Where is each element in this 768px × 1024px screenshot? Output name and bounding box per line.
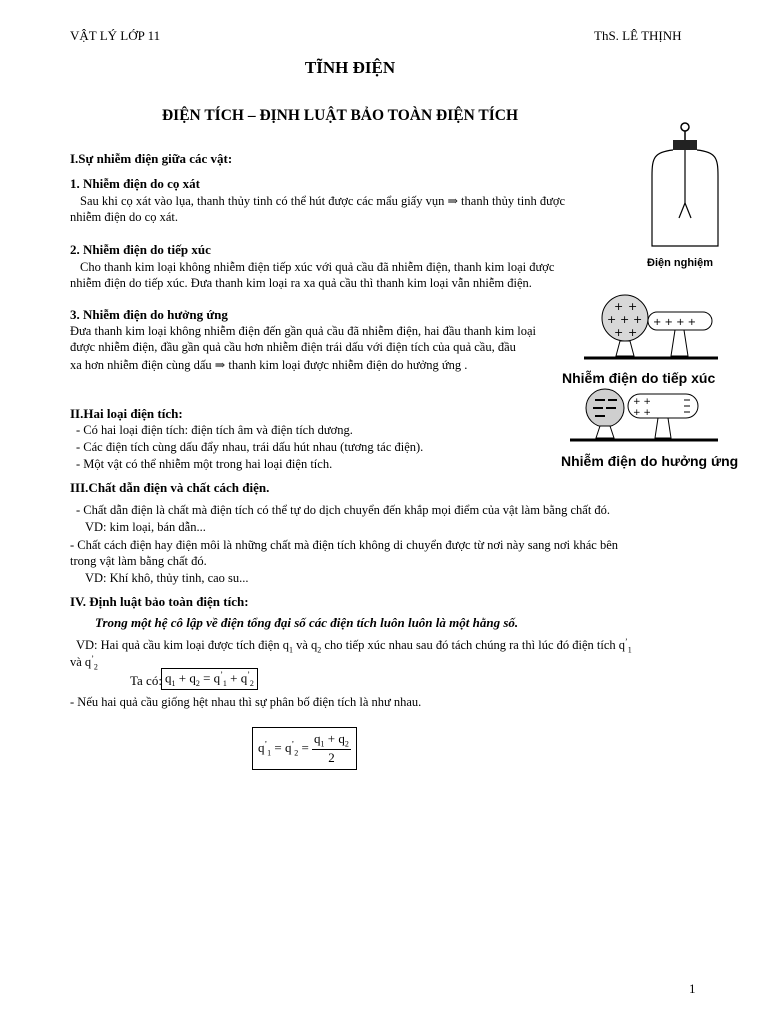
contact-label: Nhiễm điện do tiếp xúc: [562, 370, 716, 386]
induction-label: Nhiễm điện do hưởng ứng: [561, 453, 739, 469]
header-left: VẬT LÝ LỚP 11: [70, 28, 161, 43]
svg-text:+: +: [628, 326, 638, 339]
list-item: - Có hai loại điện tích: điện tích âm và điện tích dương.: [76, 423, 353, 437]
note-text: - Nếu hai quả cầu giống hệt nhau thì sự phân bố điện tích là như nhau.: [70, 695, 422, 709]
contact-figure: [580, 290, 720, 365]
header-right: ThS. LÊ THỊNH: [594, 28, 682, 43]
paragraph: VD: kim loại, bán dẫn...: [85, 520, 206, 534]
svg-text:+: +: [614, 326, 624, 339]
list-item: - Các điện tích cùng dấu đẩy nhau, trái dấu hút nhau (tương tác điện).: [76, 440, 424, 454]
page-number: 1: [689, 981, 696, 996]
svg-text:+ + + +: + + + +: [653, 317, 697, 328]
conservation-law: Trong một hệ cô lập về điện tổng đại số các điện tích luôn luôn là một hằng số.: [95, 615, 519, 630]
section-1-heading: I.Sự nhiễm điện giữa các vật:: [70, 151, 233, 166]
paragraph: nhiễm điện do tiếp xúc. Đưa thanh kim loại ra xa quả cầu thì thanh kim loại vẫn nhiễm điện.: [70, 276, 532, 290]
formula-sum-box: $q_1 + q_2 = q^’_1 + q^’_2$: [161, 668, 258, 690]
section-3-heading: III.Chất dẫn điện và chất cách điện.: [70, 480, 270, 495]
svg-text:+: +: [628, 300, 638, 313]
svg-text:+ +: + +: [633, 397, 651, 407]
electroscope-figure: [640, 118, 730, 253]
page-subtitle: ĐIỆN TÍCH – ĐỊNH LUẬT BẢO TOÀN ĐIỆN TÍCH: [161, 107, 518, 124]
example-text: VD: Hai quả cầu kim loại được tích điện $q_1$ và $q_2$ cho tiếp xúc nhau sau đó tách chúng ra thì lúc đó điện tích $q^’_1$: [76, 637, 632, 655]
formula-equal-box: $q^’_1 = q^’_2$ = $\frac{q_1 + q_2}{2}$: [252, 727, 357, 770]
paragraph: Sau khi cọ xát vào lụa, thanh thủy tinh có thể hút được các mẩu giấy vụn ⇒ thanh thủy tinh được: [80, 194, 566, 208]
paragraph: - Chất dẫn điện là chất mà điện tích có thể tự do dịch chuyển đến khắp mọi điểm của vật làm bằng chất đó.: [76, 503, 611, 517]
paragraph: VD: Khí khô, thủy tinh, cao su...: [85, 571, 249, 585]
section-4-heading: IV. Định luật bảo toàn điện tích:: [70, 594, 249, 609]
paragraph: xa hơn nhiễm điện cùng dấu ⇒ thanh kim loại được nhiễm điện do hưởng ứng .: [70, 358, 468, 372]
subsection-3-heading: 3. Nhiễm điện do hưởng ứng: [70, 307, 228, 322]
paragraph: Cho thanh kim loại không nhiễm điện tiếp xúc với quả cầu đã nhiễm điện, thanh kim loại được: [80, 260, 555, 274]
paragraph: Đưa thanh kim loại không nhiễm điện đến gần quả cầu đã nhiễm điện, hai đầu thanh kim loại: [70, 324, 537, 338]
list-item: - Một vật có thể nhiễm một trong hai loại điện tích.: [76, 457, 333, 471]
paragraph: nhiễm điện do cọ xát.: [70, 210, 178, 224]
electroscope-label: Điện nghiệm: [647, 257, 714, 269]
example-text-cont: và $q^’_2$: [70, 654, 98, 672]
paragraph: - Chất cách điện hay điện môi là những chất mà điện tích không di chuyển được từ nơi này sang nơi khác bên: [70, 538, 618, 552]
page-title: TĨNH ĐIỆN: [304, 58, 396, 77]
svg-text:+: +: [614, 300, 624, 313]
svg-text:+: +: [607, 313, 617, 326]
paragraph: được nhiễm điện, đầu gần quả cầu hơn nhiễm điện trái dấu với điện tích của quả cầu, đầu: [70, 340, 516, 354]
svg-text:+: +: [633, 313, 643, 326]
paragraph: trong vật làm bằng chất đó.: [70, 554, 207, 568]
section-2-heading: II.Hai loại điện tích:: [70, 406, 183, 421]
taco-label: Ta có:: [130, 673, 162, 688]
subsection-1-heading: 1. Nhiễm điện do cọ xát: [70, 176, 200, 191]
svg-text:+: +: [620, 313, 630, 326]
svg-text:+ +: + +: [633, 408, 651, 418]
induction-figure: [568, 388, 720, 448]
subsection-2-heading: 2. Nhiễm điện do tiếp xúc: [70, 242, 211, 257]
